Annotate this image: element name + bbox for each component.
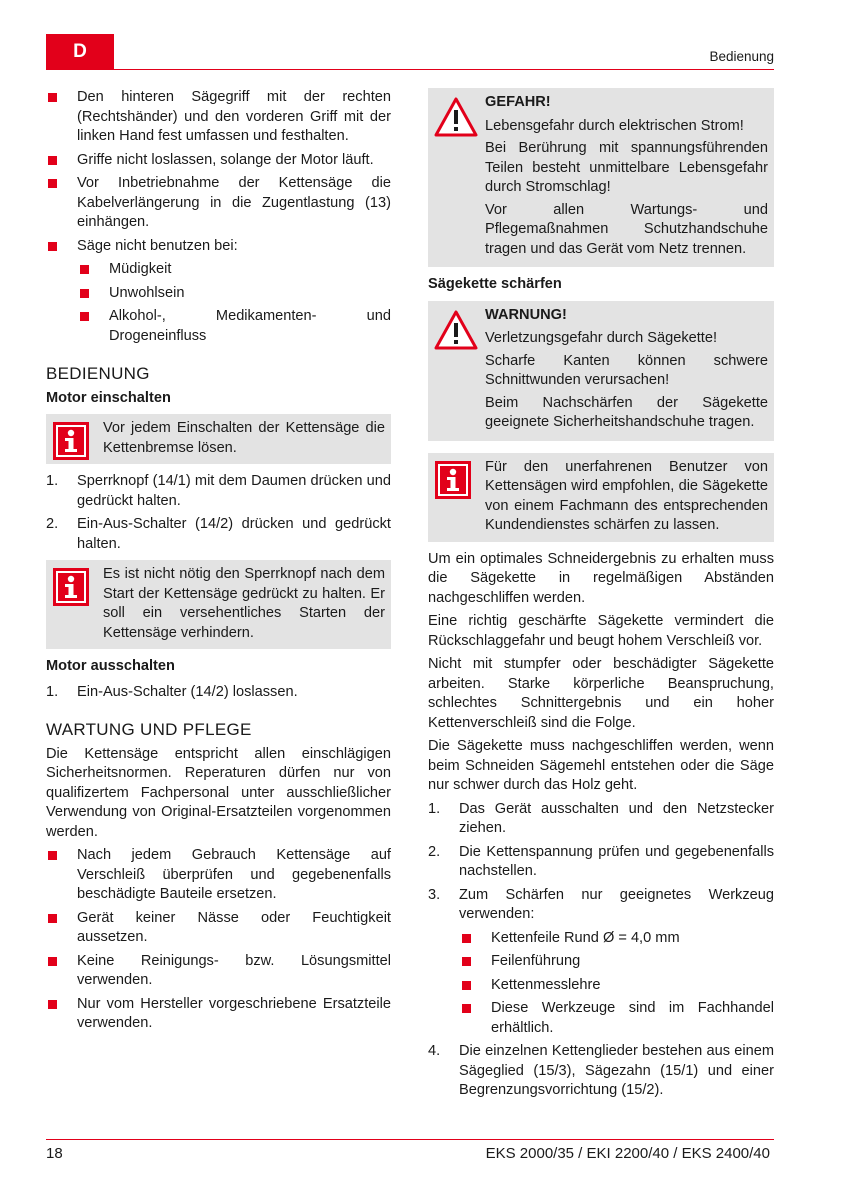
safety-list [46,88,391,346]
list-item [46,237,391,347]
subheading-schaerfen: Sägekette schärfen [428,276,562,292]
warning-box [428,301,774,441]
steps-schaerfen [428,800,774,1101]
paragraph: Eine richtig geschärfte Sägekette vermindert die Rückschlaggefahr und beugt hohem Verschleiß vor. [428,613,774,649]
list-item [428,843,774,882]
info-icon [53,422,89,460]
step-text: Das Gerät ausschalten und den Netzstecker ziehen. [459,800,774,836]
list-item [428,886,774,1039]
info-note [428,453,774,542]
subheading-motor-ein: Motor einschalten [46,389,171,406]
steps-motor-ein [46,472,391,554]
danger-line: Bei Berührung mit spannungsführenden Teilen besteht unmittelbare Lebensgefahr durch Stromschlag! [485,140,768,195]
step-text: Die Kettenspannung prüfen und gegebenenfalls nachstellen. [459,843,774,879]
danger-line: Vor allen Wartungs- und Pflegemaßnahmen Schutzhandschuhe tragen und das Gerät vom Netz trennen. [485,201,768,257]
warning-line: Verletzungsgefahr durch Sägekette! [485,330,718,346]
danger-line: Lebensgefahr durch elektrischen Strom! [485,117,744,134]
paragraph: Um ein optimales Schneidergebnis zu erhalten muss die Sägekette in regelmäßigen Abständen nachgeschliffen werden. [428,550,774,606]
paragraph: Nicht mit stumpfer oder beschädigter Sägekette arbeiten. Starke körperliche Beanspruchung, schlechtes Schnittergebnis und ein hoher Kettenverschleiß sind die Folge. [428,656,774,731]
warning-line: Beim Nachschärfen der Sägekette geeignete Sicherheitshandschuhe tragen. [485,394,768,430]
section-heading-wartung: WARTUNG UND PFLEGE [46,720,252,739]
step-text: Die einzelnen Kettenglieder bestehen aus einem Sägeglied (15/3), Sägezahn (15/1) und einer Begrenzungsvorrichtung (15/2). [459,1043,774,1098]
paragraph: Die Sägekette muss nachgeschliffen werden, wenn beim Schneiden Sägemehl entstehen oder die Säge nur schwer durch das Holz geht. [428,738,774,793]
step-number: 1. [46,473,59,489]
tools-list [459,929,774,1039]
step-number: 4. [428,1043,441,1059]
conditions-list [77,260,391,346]
list-item [46,683,391,703]
section-title: Bedienung [709,49,774,64]
wartung-paragraph: Die Kettensäge entspricht allen einschlägigen Sicherheitsnormen. Reperaturen dürfen nur von qualifizertem Fachpersonal unter ausschließlicher Verwendung von Original-Ersatzteilen vorgenommen werden. [46,745,391,840]
step-text: Zum Schärfen nur geeignetes Werkzeug verwenden: [459,886,774,922]
info-note [46,414,391,464]
list-item [428,800,774,839]
warning-line: Scharfe Kanten können schwere Schnittwunden verursachen! [485,352,768,388]
danger-box [428,88,774,267]
list-item [46,515,391,554]
list-item: Feilenführung [459,952,774,972]
info-note [46,560,391,649]
list-item: Diese Werkzeuge sind im Fachhandel erhältlich. [459,999,774,1038]
list-item: Unwohlsein [77,284,391,304]
footer-divider [46,1139,774,1140]
list-item: Griffe nicht loslassen, solange der Motor läuft. [46,151,391,171]
steps-motor-aus [46,683,391,703]
list-item: Kettenmesslehre [459,976,774,996]
list-item: Nur vom Hersteller vorgeschriebene Ersatzteile verwenden. [46,995,391,1034]
header-divider [46,69,774,70]
list-item [46,472,391,511]
model-numbers: EKS 2000/35 / EKI 2200/40 / EKS 2400/40 [485,1145,770,1162]
warning-triangle-icon [434,310,478,350]
list-item: Kettenfeile Rund Ø = 4,0 mm [459,929,774,949]
list-item: Den hinteren Sägegriff mit der rechten (Rechtshänder) und den vorderen Griff mit der linken Hand fest umfassen und festhalten. [46,88,391,147]
page-number: 18 [46,1145,63,1162]
list-item: Vor Inbetriebnahme der Kettensäge die Kabelverlängerung in die Zugentlastung (13) einhängen. [46,174,391,233]
list-item-text: Säge nicht benutzen bei: [77,237,238,254]
step-text: Sperrknopf (14/1) mit dem Daumen drücken und gedrückt halten. [77,473,391,509]
info-icon [435,461,471,499]
subheading-motor-aus: Motor ausschalten [46,658,175,674]
step-number: 3. [428,886,441,903]
warning-title: WARNUNG! [485,306,567,323]
list-item: Alkohol-, Medikamenten- und Drogeneinfluss [77,307,391,346]
note-text: Für den unerfahrenen Benutzer von Kettensägen wird empfohlen, die Sägekette von einem Fachmann des entsprechenden Kundendienstes schärfen zu lassen. [485,458,768,533]
wartung-list [46,846,391,1034]
info-icon [53,568,89,606]
danger-title: GEFAHR! [485,94,551,110]
list-item: Keine Reinigungs- bzw. Lösungsmittel verwenden. [46,952,391,991]
list-item [428,1042,774,1101]
step-number: 2. [428,843,441,860]
note-text: Vor jedem Einschalten der Kettensäge die Kettenbremse lösen. [103,420,385,456]
left-column [46,88,391,1038]
section-heading-bedienung: BEDIENUNG [46,364,150,383]
warning-triangle-icon [434,97,478,137]
right-column [428,88,774,1105]
step-number: 2. [46,516,59,532]
list-item: Müdigkeit [77,260,391,280]
step-text: Ein-Aus-Schalter (14/2) loslassen. [77,683,298,700]
list-item: Nach jedem Gebrauch Kettensäge auf Verschleiß überprüfen und gegebenenfalls beschädigte Bauteile ersetzen. [46,846,391,905]
step-text: Ein-Aus-Schalter (14/2) drücken und gedrückt halten. [77,516,391,552]
language-tab: D [46,34,114,70]
list-item: Gerät keiner Nässe oder Feuchtigkeit aussetzen. [46,909,391,948]
step-number: 1. [46,683,59,700]
step-number: 1. [428,800,441,817]
note-text: Es ist nicht nötig den Sperrknopf nach dem Start der Kettensäge gedrückt zu halten. Er soll ein versehentliches Starten der Kettensäge verhindern. [103,566,385,641]
